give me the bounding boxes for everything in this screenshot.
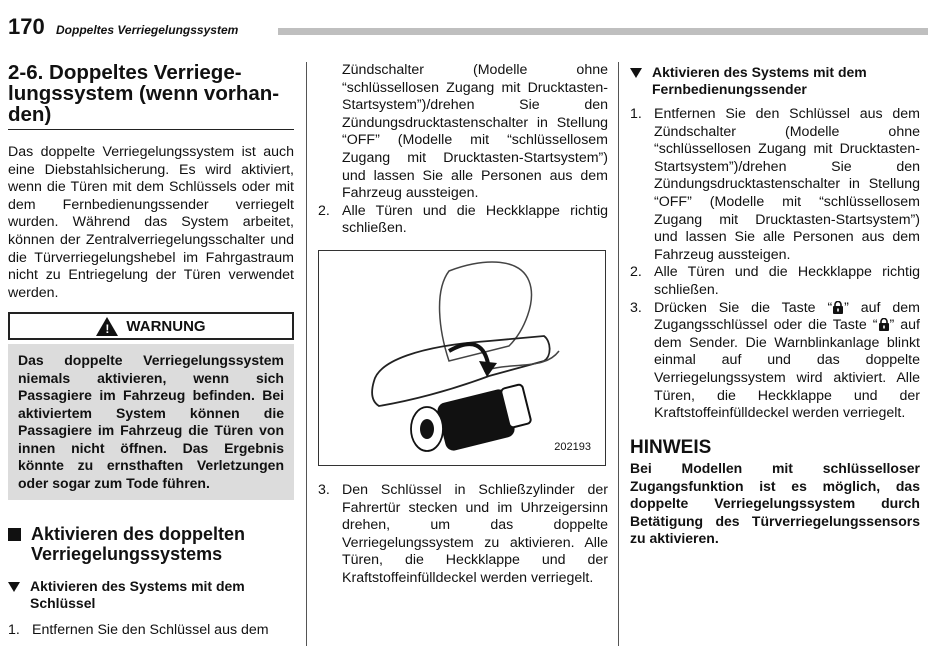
triangle-bullet-icon bbox=[630, 68, 642, 78]
step-number: 2. bbox=[630, 264, 642, 281]
warning-text: Das doppelte Verriegelungssystem niemals aktivieren, wenn sich Passagiere im Fahrzeug befinden. Bei aktiviertem System können die Passagiere im Fahrzeug die Türen von innen nicht öffnen. Das Ergebnis könnte zu ernsthaften Verletzungen oder sogar zum Tode führen. bbox=[8, 344, 294, 500]
page-number: 170 bbox=[8, 14, 45, 39]
step-number: 1. bbox=[8, 622, 20, 639]
list-item bbox=[630, 106, 920, 264]
running-title: Doppeltes Verriegelungssystem bbox=[56, 23, 239, 37]
triangle-bullet-icon bbox=[8, 582, 20, 592]
door-handle-illustration bbox=[318, 250, 606, 466]
step-text: Drücken Sie die Taste “ ” auf dem Zugangsschlüssel oder die Taste “ ” auf dem Sender. Die Warnblinkanlage blinkt einmal auf und das doppelte Verriegelungssystem wird aktiviert. Alle Türen, die Heckklappe und der Kraftstoffeinfülldeckel werden verriegelt. bbox=[654, 299, 921, 422]
remote-method-heading bbox=[630, 64, 920, 98]
step-number: 1. bbox=[630, 106, 642, 122]
warning-icon: ! bbox=[96, 317, 118, 336]
list-item bbox=[318, 203, 608, 238]
warning-label: WARNUNG bbox=[126, 317, 206, 335]
remote-steps bbox=[630, 106, 920, 423]
key-steps-cont bbox=[318, 62, 608, 238]
square-bullet-icon bbox=[8, 528, 21, 541]
key-method-heading bbox=[8, 578, 294, 612]
list-item bbox=[630, 264, 920, 299]
step-text: Alle Türen und die Heckklappe richtig schließen. bbox=[342, 202, 608, 237]
subsection-title: Aktivieren des doppelten Verriegelungssystems bbox=[31, 524, 246, 565]
key-heading-text: Aktivieren des Systems mit dem Schlüssel bbox=[30, 578, 245, 612]
header-rule bbox=[278, 28, 928, 35]
remote-heading-text: Aktivieren des Systems mit dem Fernbedienungssender bbox=[652, 64, 867, 97]
column-divider bbox=[618, 62, 619, 646]
note-text: Bei Modellen mit schlüsselloser Zugangsfunktion ist es möglich, das doppelte Verriegelungssystem durch Betätigung des Türverriegelungssensors zu aktivieren. bbox=[630, 460, 920, 547]
subsection-heading bbox=[8, 524, 294, 564]
list-item bbox=[630, 300, 920, 423]
key-steps-start bbox=[8, 622, 294, 640]
column-middle bbox=[318, 62, 608, 588]
column-right bbox=[630, 62, 920, 548]
warning-banner bbox=[8, 312, 294, 340]
list-item bbox=[8, 622, 294, 640]
step-text: Zündschalter (Modelle ohne “schlüssellosen Zugang mit Drucktasten-Startsystem”)/drehen Sie den Zündungsdrucktastenschalter in Stellung “OFF” (Modelle mit “schlüssellosem Zugang mit Drucktasten-Startsystem”) und lassen Sie alle Personen aus dem Fahrzeug aussteigen. bbox=[342, 62, 608, 202]
key-steps-end bbox=[318, 482, 608, 588]
step-text: Entfernen Sie den Schlüssel aus dem Zündschalter (Modelle ohne “schlüssellosen Zugang mit Drucktasten-Startsystem”)/drehen Sie den Zündungsdrucktastenschalter in Stellung “OFF” (Modelle mit “schlüssellosem Zugang mit Drucktasten-Startsystem”) und lassen Sie alle Personen aus dem Fahrzeug aussteigen. bbox=[654, 106, 920, 263]
intro-paragraph: Das doppelte Verriegelungssystem ist auch eine Diebstahlsicherung. Es wird aktiviert, wenn die Türen mit dem Schlüssels oder mit dem Fernbedienungssender verriegelt wurden. Während das System arbeitet, können der Zentralverriegelungsschalter und die Türverriegelungshebel im Fahrgastraum nicht zu Entriegelung der Türen verwendet werden. bbox=[8, 144, 294, 301]
column-divider bbox=[306, 62, 307, 646]
step-text: Entfernen Sie den Schlüssel aus dem bbox=[32, 622, 269, 639]
step-text: Alle Türen und die Heckklappe richtig schließen. bbox=[654, 264, 920, 298]
list-item bbox=[318, 62, 608, 203]
list-item bbox=[318, 482, 608, 588]
step-number: 3. bbox=[318, 481, 330, 498]
page-header bbox=[8, 14, 924, 40]
lock-icon bbox=[832, 301, 844, 314]
step-text: Den Schlüssel in Schließzylinder der Fahrertür stecken und im Uhrzeigersinn drehen, um das doppelte Verriegelungssystem zu aktivieren. Alle Türen, die Heckklappe und der Kraftstoffeinfülldeckel werden verriegelt. bbox=[342, 481, 608, 586]
section-title: 2-6. Doppeltes Verriege-lungssystem (wenn vorhan-den) bbox=[8, 62, 294, 130]
column-left bbox=[8, 62, 294, 640]
step-number: 3. bbox=[630, 299, 642, 316]
key-in-lock-drawing bbox=[319, 251, 605, 465]
figure-id: 202193 bbox=[554, 441, 591, 454]
step-number: 2. bbox=[318, 202, 330, 219]
note-title: HINWEIS bbox=[630, 436, 712, 458]
lock-icon bbox=[878, 318, 890, 331]
